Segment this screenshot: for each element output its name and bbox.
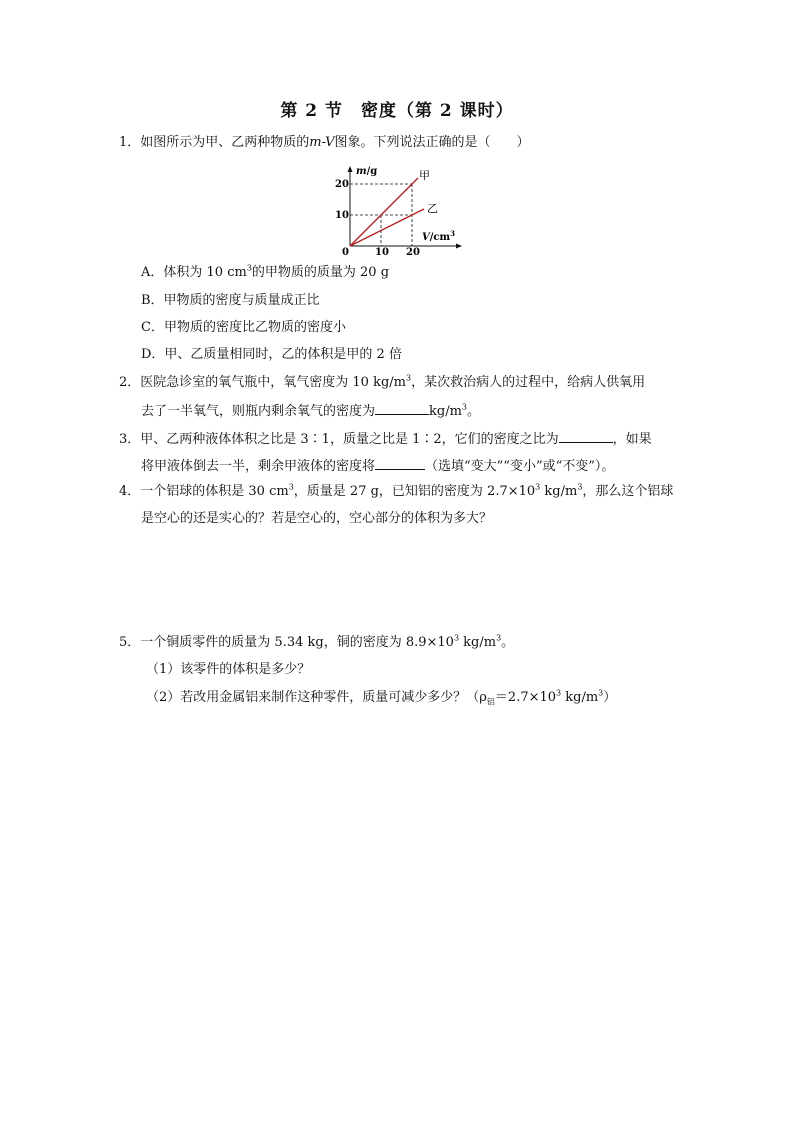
question-2-line-1 (119, 374, 645, 392)
question-5-number: 5． (119, 635, 141, 650)
question-4-text-b: ，质量是 27 g，已知铝的密度为 2.7×10 (293, 484, 536, 499)
question-1-mv: m-V (309, 135, 335, 150)
question-3-number: 3． (119, 432, 141, 447)
question-3-density-blank[interactable] (375, 456, 425, 470)
x-axis-arrow (456, 244, 462, 249)
question-2-end: 。 (467, 404, 481, 419)
question-5-sub-1: （1）该零件的体积是多少？ (146, 662, 311, 677)
question-4-number: 4． (119, 484, 141, 499)
question-3-text-d: （选填“变大”“变小”或“不变”）。 (425, 459, 615, 474)
question-5-exp-1: 3 (453, 633, 460, 643)
question-5-text-c: 。 (501, 635, 515, 650)
option-a-suffix: 的甲物质的质量为 20 g (251, 265, 390, 280)
question-5-sub-2-text-b: ＝2.7×10 (494, 690, 557, 705)
question-1-text-b: 图象。下列说法正确的是（ ） (334, 135, 530, 150)
question-2-text-c: 去了一半氧气，则瓶内剩余氧气的密度为 (141, 404, 376, 419)
question-5-exp-2: 3 (496, 633, 502, 643)
question-2-text-b: ，某次救治病人的过程中，给病人供氧用 (411, 375, 646, 390)
question-2-unit-exp: 3 (461, 402, 468, 412)
question-5-sub-2-exp-1: 3 (556, 688, 562, 698)
question-3-ratio-blank[interactable] (559, 429, 613, 443)
x-axis-label: $V/cm^3$ (422, 229, 455, 243)
question-5-sub-2-text-a: （2）若改用金属铝来制作这种零件，质量可减少多少？（ρ (146, 690, 487, 705)
option-d[interactable]: D．甲、乙质量相同时，乙的体积是甲的 2 倍 (141, 347, 402, 362)
question-4-exp-1: 3 (288, 482, 294, 492)
question-4-exp-2: 3 (535, 482, 541, 492)
question-2-exp: 3 (406, 373, 412, 383)
question-3-line-2 (141, 456, 614, 476)
series-yi-line (350, 209, 424, 246)
x-tick-10: 10 (375, 247, 389, 258)
series-jia-label: 甲 (419, 169, 430, 182)
question-5-text-a: 一个铜质零件的质量为 5.34 kg，铜的密度为 8.9×10 (140, 635, 454, 650)
origin-label: 0 (342, 247, 349, 258)
question-5-sub-2-exp-2: 3 (598, 688, 604, 698)
question-5-sub-2 (146, 689, 616, 707)
y-tick-20: 20 (335, 179, 349, 190)
option-c[interactable]: C．甲物质的密度比乙物质的密度小 (141, 320, 346, 335)
question-3-text-c: 将甲液体倒去一半，剩余甲液体的密度将 (141, 459, 376, 474)
option-a-text: A．体积为 10 cm (141, 265, 247, 280)
option-b[interactable]: B．甲物质的密度与质量成正比 (141, 293, 320, 308)
question-5-rho-subscript: 铝 (486, 697, 495, 707)
question-4-line-1 (119, 483, 673, 501)
question-1-number: 1． (119, 135, 141, 150)
question-5-text-b: kg/m (459, 635, 497, 650)
question-4-exp-3: 3 (577, 482, 583, 492)
question-4-text-a: 一个铝球的体积是 30 cm (140, 484, 289, 499)
question-4-text-c: kg/m (540, 484, 578, 499)
y-tick-10: 10 (335, 210, 349, 221)
question-1-text-a: 如图所示为甲、乙两种物质的 (140, 135, 310, 150)
question-4-line-2: 是空心的还是实心的？若是空心的，空心部分的体积为多大？ (141, 511, 493, 526)
series-jia-line (350, 178, 418, 246)
option-a[interactable] (141, 264, 389, 282)
question-2-line-2 (141, 401, 480, 421)
question-1-stem (119, 134, 529, 152)
question-5-sub-2-text-c: kg/m (561, 690, 599, 705)
mv-graph (330, 162, 470, 258)
series-yi-label: 乙 (427, 202, 438, 215)
x-tick-20: 20 (406, 247, 420, 258)
question-3-text-a: 甲、乙两种液体体积之比是 3∶1，质量之比是 1∶2，它们的密度之比为 (140, 432, 559, 447)
question-2-unit: kg/m (429, 404, 462, 419)
question-2-number: 2． (119, 375, 141, 390)
page-title: 第 2 节 密度（第 2 课时） (280, 101, 514, 121)
question-3-line-1 (119, 429, 652, 449)
question-2-answer-blank[interactable] (375, 401, 429, 415)
option-a-exp: 3 (246, 263, 252, 273)
question-4-text-d: ，那么这个铝球 (582, 484, 674, 499)
question-5-sub-2-text-d: ） (603, 690, 617, 705)
question-2-text-a: 医院急诊室的氧气瓶中，氧气密度为 10 kg/m (140, 375, 406, 390)
y-axis-arrow (348, 166, 353, 172)
question-5-line-1 (119, 634, 514, 652)
y-axis-label: m/g (356, 166, 378, 177)
question-3-text-b: ，如果 (612, 432, 652, 447)
